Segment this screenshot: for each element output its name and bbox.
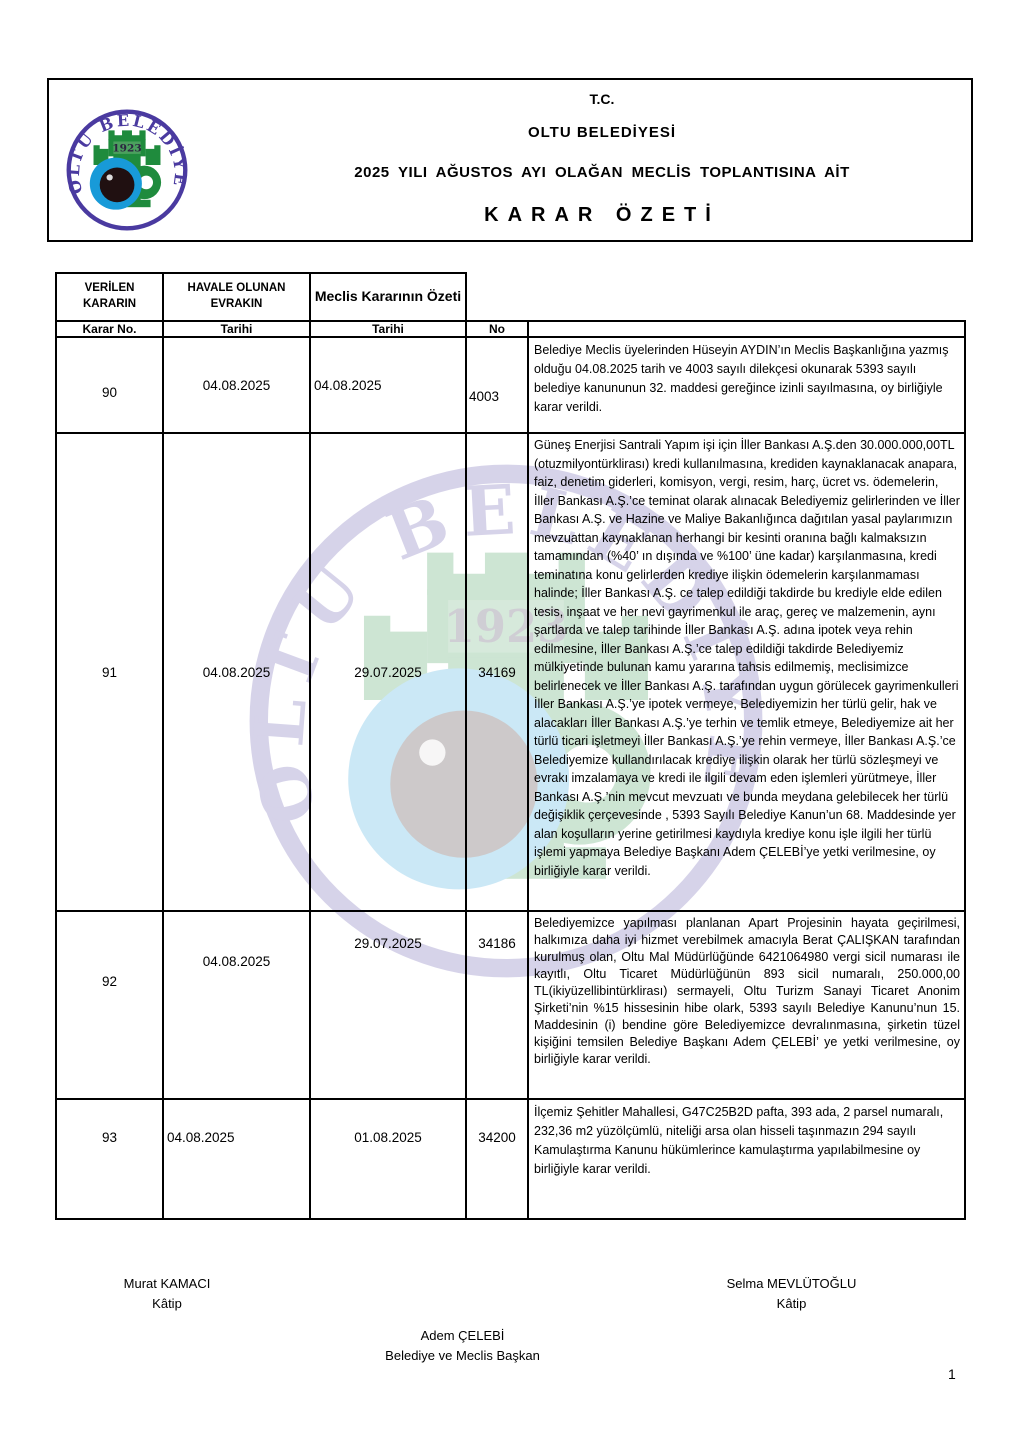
cell-ozet: Güneş Enerjisi Santrali Yapım işi için İller Bankası A.Ş.den 30.000.000,00TL (otuzmilyontürklirası) kredi kullanılmasına, krediden kaynaklanacak anapara, faiz, denetim giderleri, komisyon, vergi, resim, harç, ücret vs. ödemelerin, İller Bankası A.Ş.’ce teminat olarak alınacak Belediyemiz gelirlerinden ve İller Bankası A.Ş. ve Hazine ve Maliye Bakanlığınca dağıtılan yasal paylarımızın mevzuattan kaynaklanan herhangi bir kesinti oranına bağlı kalmaksızın tamamından (%40’ ın dışında ve %100’ üne kadar) karşılanmasına, kredi teminatına konu gelirlerden krediye ilişkin ödemelerin karşılanmaması halinde; İller Bankası A.Ş. ce talep edildiği takdirde bu krediyle elde edilen tesis, inşaat ve her nevi gayrimenkul ile araç, gereç ve malzemenin, aynı şartlarda ve talep tarihinde İller Bankası A.Ş. adına ipotek veya rehin edilmesine, İller Bankası A.Ş.’ce talep edildiği takdirde Belediyemiz mülkiyetinde bulunan kamu yararına tahsis edilmemiş, meclisimizce belirlenecek ve İller Bankası A.Ş. tarafından uygun görülecek gayrimenkulleri İller Bankası A.Ş.’ye ipotek vermeye, Belediyemizin her türlü gelir, hak ve alacakları İller Bankası A.Ş.’ye terhin ve temlik etmeye, Belediyemize ait her türlü ticari işletmeyi İller Bankası A.Ş.’ye rehin vermeye, İller Bankası A.Ş.’ce Belediyemize kullandırılacak krediye ilişkin olarak her türlü sözleşmeyi ve evrakı imzalamaya ve kredi ile ilgili devam eden işlemleri yürütmeye, İller Bankası A.Ş.’nin mevcut mevzuatı ve bunda meydana gelebilecek her türlü değişiklik çerçevesinde , 5393 Sayılı Belediye Kanun’un 68. Maddesinde yer alan koşulların yerine getirilmesi kaydıyla krediye konu işle ilgili her türlü işlemi yapmaya Belediye Başkanı Adem ÇELEBİ’ye yetki verilmesine, oy birliğiyle karar verildi.: [527, 432, 966, 912]
subheader-no: No: [465, 320, 529, 338]
cell-karar-no: 93: [55, 1098, 164, 1220]
cell-ozet: Belediyemizce yapılması planlanan Apart Projesinin hayata geçirilmesi, halkımıza daha iyi hizmet verebilmek amacıyla Berat ÇALIŞKAN tarafından kurulmuş olan, Oltu Mal Müdürlüğünde 6421064980 vergi sicil numarası ile kayıtlı, Oltu Ticaret Müdürlüğünün 893 sicil numaralı, 250.000,00 TL(ikiyüzellibintürklirası) sermayeli, Oltu Turizm Sanayi Ticaret Anonim Şirketi’nin %15 hissesinin hibe olark, 5393 sayılı Belediye Kanunu’nun 15. Maddesinin (i) bendine göre Belediyemizce devralınmasına, şirketin tüzel kişiğini temsilen Belediye Başkanı Adem ÇELEBİ’ ye yetki verilmesine, oy birliğiyle karar verildi.: [527, 910, 966, 1100]
cell-karar-tarihi: 29.07.2025: [309, 432, 467, 912]
cell-karar-tarihi: 29.07.2025: [309, 910, 467, 1100]
group-header-havale-olunan-evrakin: HAVALE OLUNAN EVRAKIN: [162, 272, 311, 322]
cell-ozet: Belediye Meclis üyelerinden Hüseyin AYDIN’ın Meclis Başkanlığına yazmış olduğu 04.08.2025 tarih ve 4003 sayılı dilekçesi okunarak 5393 sayılı belediye kanununun 32. maddesi gereğince izinli sayılmasına, oy birliğiyle karar verildi.: [527, 336, 966, 434]
cell-karar-no: 90: [55, 336, 164, 434]
cell-karar-tarihi: 04.08.2025: [309, 336, 467, 434]
group-header-verilen-kararin: VERİLEN KARARIN: [55, 272, 164, 322]
subheader-tarihi-havale: Tarihi: [162, 320, 311, 338]
table-row: [55, 432, 968, 912]
table-row: [55, 1098, 968, 1220]
signature-right: [714, 1274, 869, 1314]
page-number: 1: [948, 1366, 956, 1382]
cell-no: 34169: [465, 432, 529, 912]
letterhead-titles: [239, 80, 965, 240]
cell-karar-tarihi: 01.08.2025: [309, 1098, 467, 1220]
signature-title: Belediye ve Meclis Başkan: [385, 1348, 540, 1363]
signature-name: Selma MEVLÜTOĞLU: [726, 1276, 857, 1291]
signature-center: [375, 1326, 550, 1366]
subheader-tarihi-karar: Tarihi: [309, 320, 467, 338]
subheader-karar-no: Karar No.: [55, 320, 164, 338]
title-municipality: OLTU BELEDİYESİ: [527, 124, 677, 141]
signature-name: Murat KAMACI: [123, 1276, 211, 1291]
cell-havale-tarihi: 04.08.2025: [162, 1098, 311, 1220]
title-karar-ozeti: KARAR ÖZETİ: [484, 204, 720, 226]
decisions-table: [55, 272, 968, 1220]
title-meeting: 2025 YILI AĞUSTOS AYI OLAĞAN MECLİS TOPLANTISINA AİT: [354, 164, 850, 181]
table-group-header-row: [55, 272, 968, 322]
cell-havale-tarihi: 04.08.2025: [162, 336, 311, 434]
cell-karar-no: 91: [55, 432, 164, 912]
group-header-meclis-kararinin-ozeti: Meclis Kararının Özeti: [309, 272, 467, 322]
letterhead: [47, 78, 973, 242]
title-tc: T.C.: [589, 91, 615, 107]
signature-name: Adem ÇELEBİ: [420, 1328, 505, 1343]
cell-karar-no: 92: [55, 910, 164, 1100]
table-row: [55, 336, 968, 434]
signature-left: [92, 1274, 242, 1314]
cell-no: 4003: [465, 336, 529, 434]
cell-no: 34200: [465, 1098, 529, 1220]
signature-title: Kâtip: [776, 1296, 807, 1311]
cell-ozet: İlçemiz Şehitler Mahallesi, G47C25B2D pafta, 393 ada, 2 parsel numaralı, 232,36 m2 yüzölçümlü, niteliği arsa olan hisseli taşınmazın 294 sayılı Kamulaştırma Kanunu hükümlerince kamulaştırma yapılabilmesine oy birliğiyle karar verildi.: [527, 1098, 966, 1220]
signature-title: Kâtip: [152, 1296, 182, 1311]
cell-no: 34186: [465, 910, 529, 1100]
cell-havale-tarihi: 04.08.2025: [162, 910, 311, 1100]
cell-havale-tarihi: 04.08.2025: [162, 432, 311, 912]
table-row: [55, 910, 968, 1100]
municipality-logo: [65, 108, 189, 232]
